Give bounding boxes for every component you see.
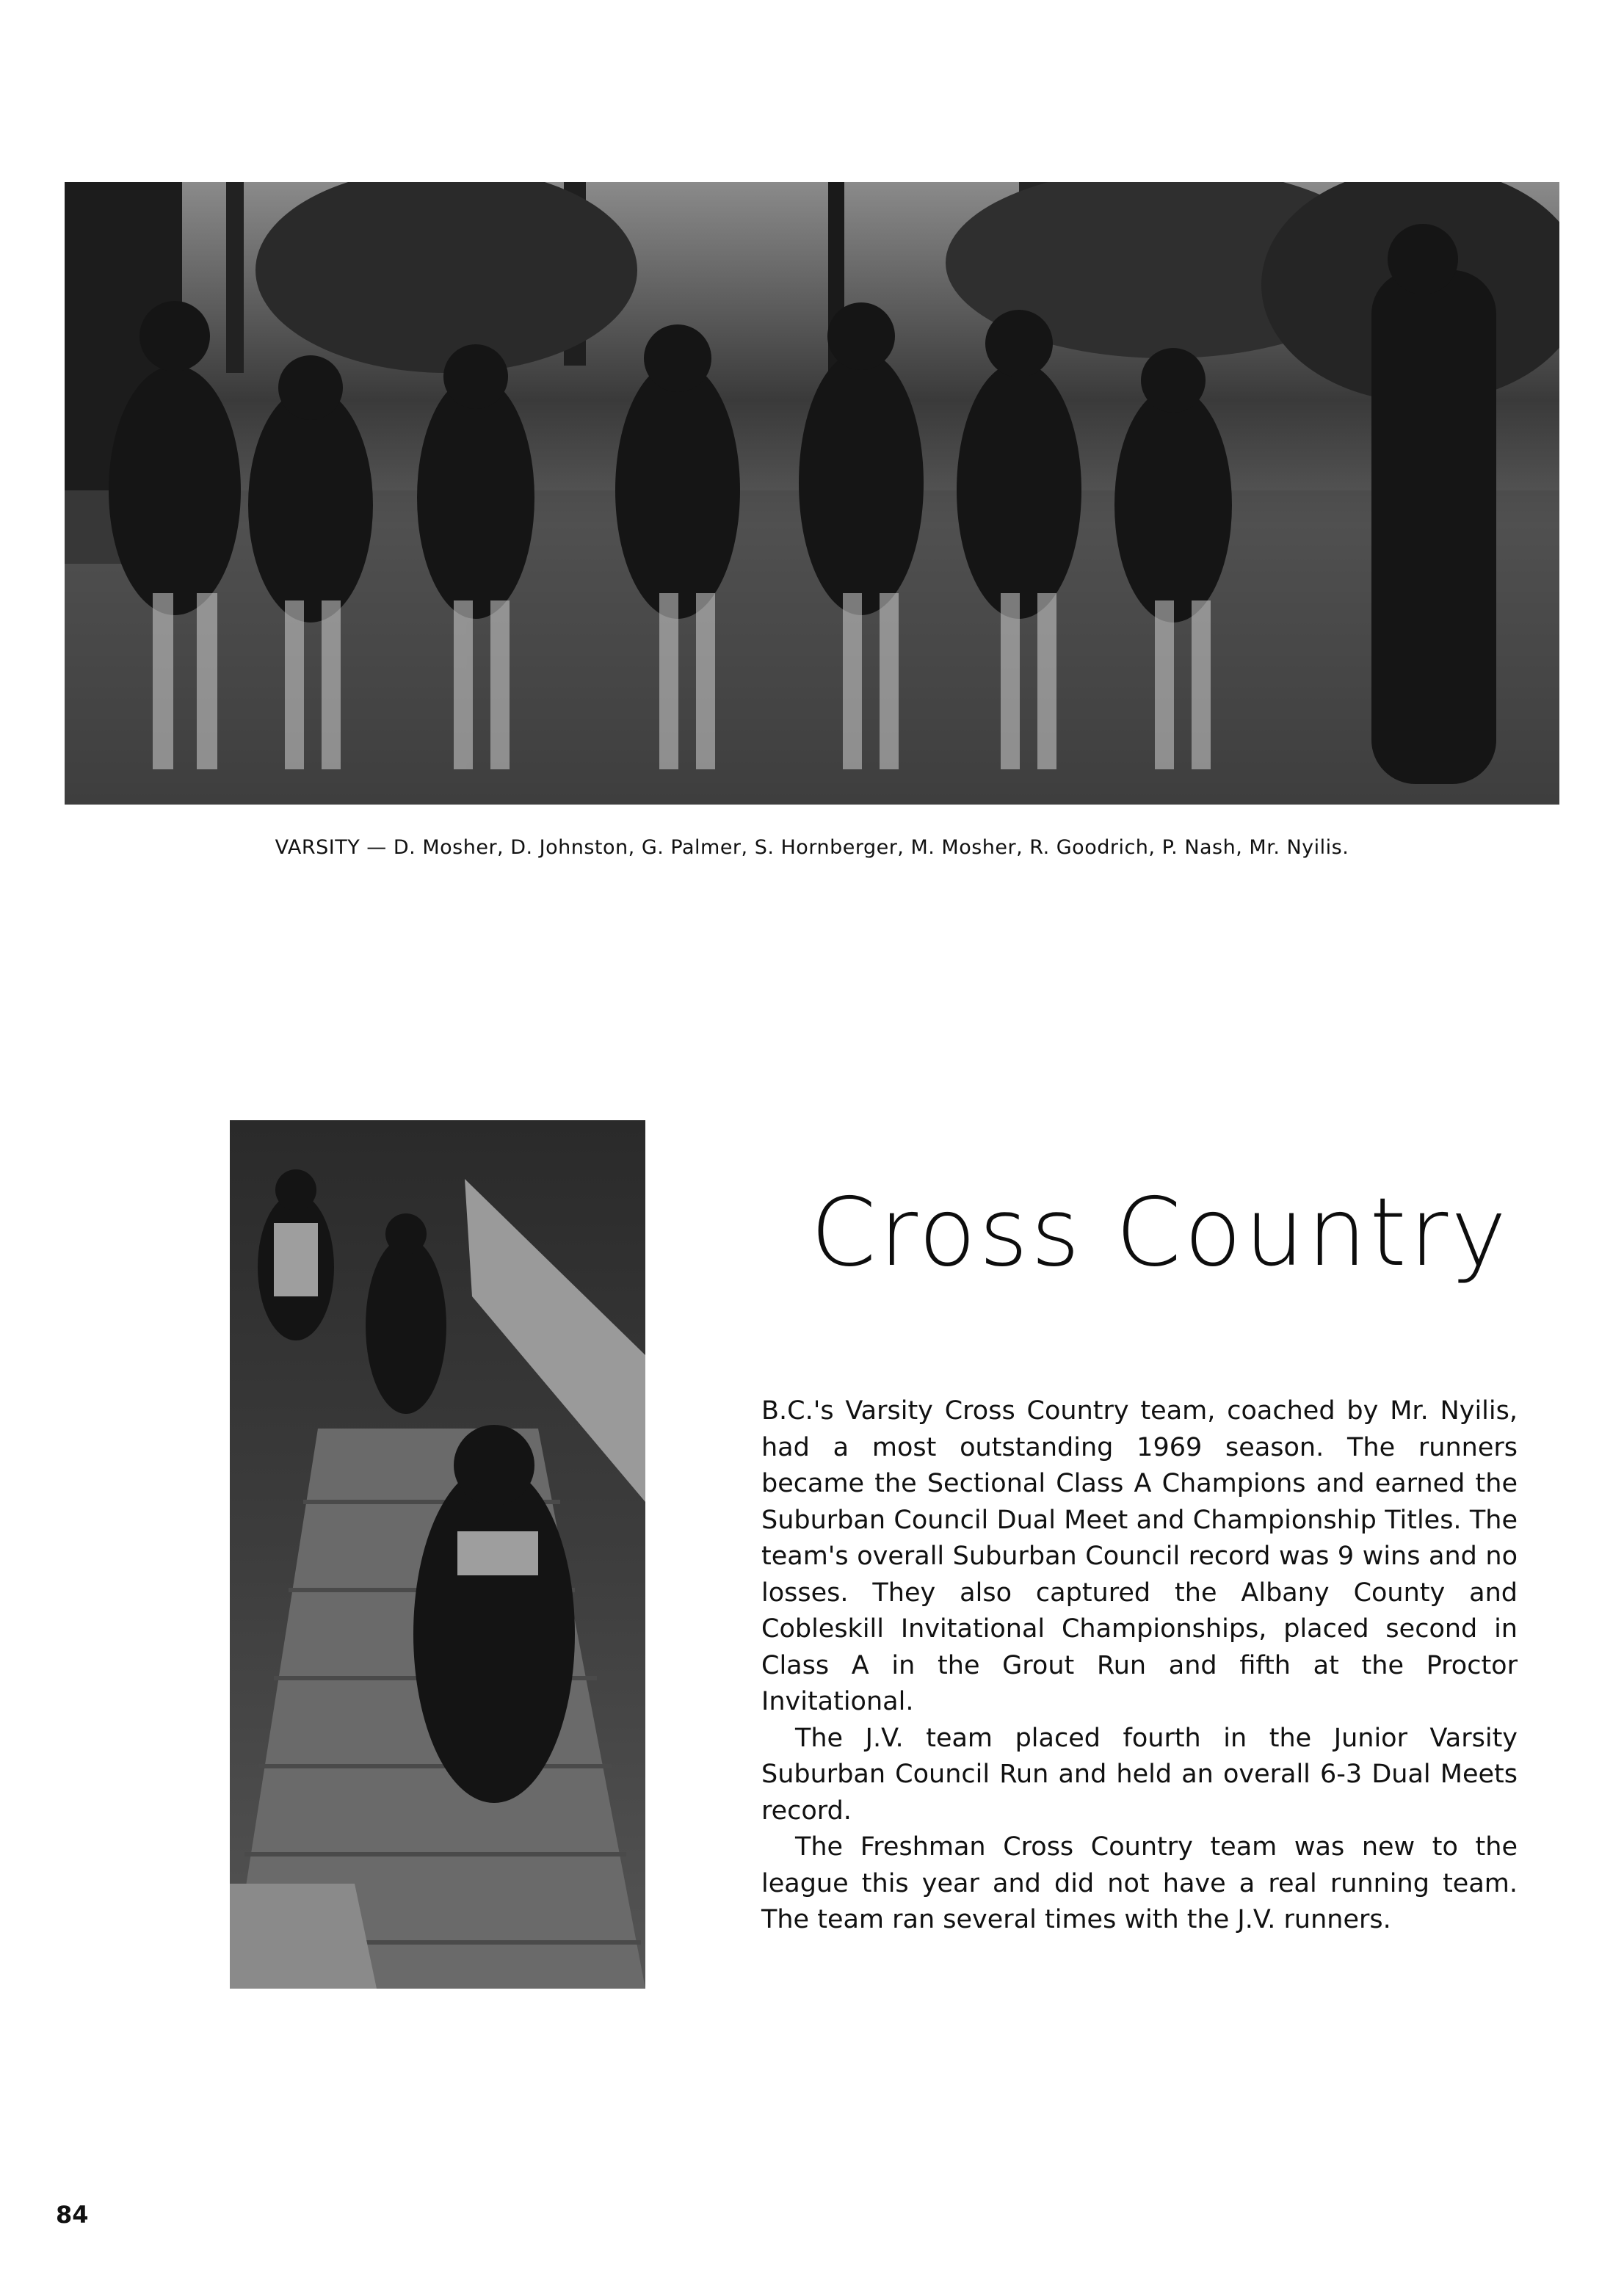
page-number: 84 [56,2201,89,2229]
paragraph-varsity: B.C.'s Varsity Cross Country team, coached by Mr. Nyilis, had a most outstanding 1969 season. The runners became the Sectional Class A Champions and earned the Suburban Council Dual Meet and Championship Titles. The team's overall Suburban Council record was 9 wins and no losses. They also captured the Albany County and Cobleskill Invitational Championships, placed second in Class A in the Grout Run and fifth at the Proctor Invitational. [761,1396,1518,1716]
runners-bridge-photo [230,1120,645,1989]
photo-caption: VARSITY — D. Mosher, D. Johnston, G. Palmer, S. Hornberger, M. Mosher, R. Goodrich, P. Nash, Mr. Nyilis. [275,836,1349,859]
paragraph-jv: The J.V. team placed fourth in the Junior Varsity Suburban Council Run and held an overall 6-3 Dual Meets record. [761,1723,1518,1826]
varsity-team-photo [65,182,1559,805]
page-title: Cross Country [810,1178,1510,1288]
paragraph-freshman: The Freshman Cross Country team was new to the league this year and did not have a real running team. The team ran several times with the J.V. runners. [761,1832,1518,1934]
article-body [761,1393,1518,1939]
